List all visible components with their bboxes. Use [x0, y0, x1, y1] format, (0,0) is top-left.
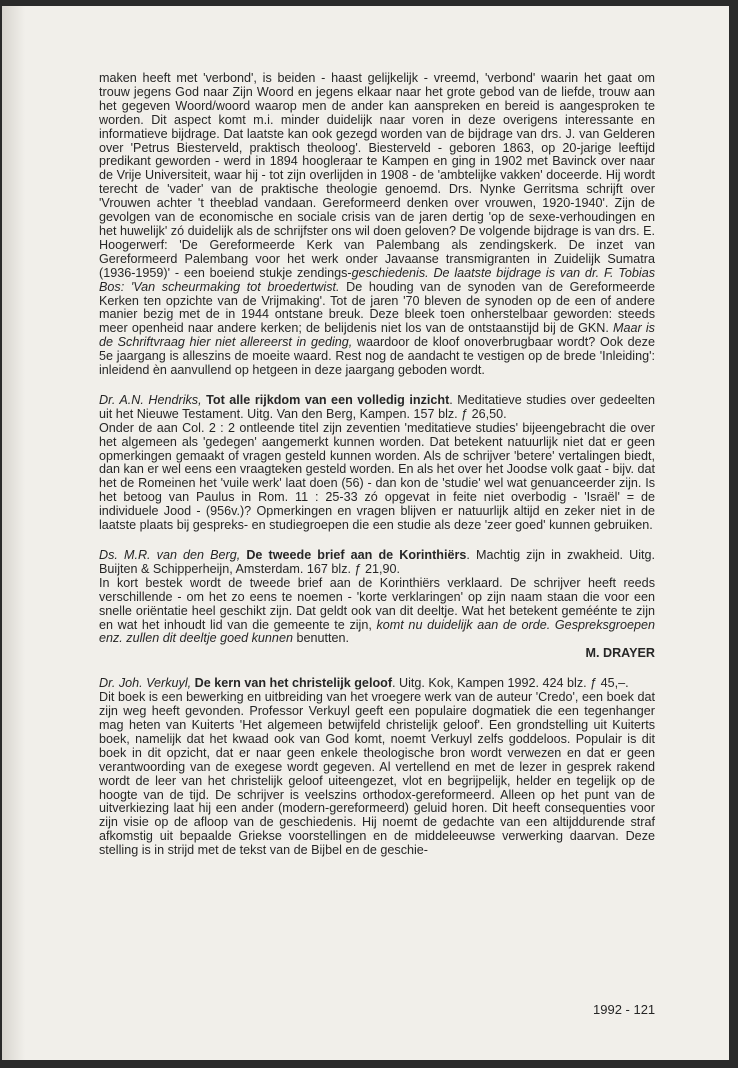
reviewer-signature: M. DRAYER [585, 646, 655, 661]
intro-paragraph [99, 72, 655, 378]
review-author: Dr. A.N. Hendriks, [99, 392, 202, 407]
review-body: In kort bestek wordt de tweede brief aan de Korinthiërs verklaard. De schrijver heeft reeds verschillende - om het zo eens te noemen - 'korte verklaringen' op zijn naam staan die voor een snelle oriëntatie heel geschikt zijn. Dat geldt ook van dit deeltje. Wat het betekent geméénte te zijn en wat het inhoudt lid van die gemeente te zijn, [99, 575, 655, 632]
review-title: De tweede brief aan de Korinthiërs [246, 548, 467, 562]
review-title: Tot alle rijkdom van een volledig inzicht [206, 392, 450, 407]
review-author: Dr. Joh. Verkuyl, [99, 676, 192, 691]
review-title: De kern van het christelijk geloof [194, 676, 393, 691]
review-van-den-berg [99, 549, 655, 646]
review-biblio: . Machtig zijn in zwakheid. Uitg. Buijten & Schipperheijn, Amsterdam. 167 blz. ƒ 21,90. [99, 548, 656, 576]
page-gutter [3, 6, 25, 1060]
page [2, 6, 729, 1060]
review-author: Ds. M.R. van den Berg, [99, 548, 241, 562]
intro-italic2: Maar is de Schriftvraag hier niet allereerst in geding, [99, 321, 655, 350]
review-body-end: benutten. [292, 631, 349, 646]
text-column [99, 72, 655, 858]
review-biblio: . Meditatieve studies over gedeelten uit het Nieuwe Testament. Uitg. Van den Berg, Kampen. 157 blz. ƒ 26,50. [99, 392, 656, 421]
intro-text: maken heeft met 'verbond', is beiden - haast gelijkelijk - vreemd, 'verbond' waarin het gaat om trouw jegens God naar Zijn Woord en jegens elkaar naar het grote gebod van de liefde, trouw aan het gegeven Woord/woord waarop men de ander kan aanspreken en bereid is aangesproken te worden. Dit aspect komt m.i. minder duidelijk naar voren in deze overigens interessante en informatieve bijdrage. Dat laatste kan ook gezegd worden van de bijdrage van drs. J. van Gelderen over 'Petrus Biesterveld, praktisch theoloog'. Biesterveld - geboren 1863, op 20-jarige leeftijd predikant geworden - werd in 1894 hoogleraar te Kampen en ging in 1902 met Bavinck over naar de Vrije Universiteit, waar hij - tot zijn overlijden in 1908 - de 'ambtelijke vakken' doceerde. Hij wordt terecht de 'vader' van de praktische theologie genoemd. Drs. Nynke Gerritsma schrijft over 'Vrouwen achter 't theeblad vandaan. Gereformeerd denken over vrouwen, 1920-1940'. Zijn de gevolgen van de economische en sociale crisis van de jaren dertig 'op de sexe-verhoudingen en het huwelijk' zó duidelijk als de schrijfster ons wil doen geloven? De volgende bijdrage is van drs. E. Hoogerwerf: 'De Gereformeerde Kerk van Palembang als zendingskerk. De inzet van Gereformeerd Palembang voor het werk onder Javaanse transmigranten in Zuidelijk Sumatra (1936-1959)' - een boeiend stukje zendings- [99, 71, 655, 280]
intro-text-rest1: De houding van de synoden van de Gereformeerde Kerken ten opzichte van de Vrijmaking'. Tot de jaren '70 bleven de synoden op de een of andere manier bezig met de in 1944 ontstane breuk. Deze bleek toen onherstelbaar geworden: steeds meer openheid naar andere kerken; de belijdenis niet los van de ontstaanstijd bij de GKN. [99, 279, 655, 336]
page-number: 1992 - 121 [593, 1002, 656, 1017]
intro-italic: geschiedenis. De laatste bijdrage is van dr. F. Tobias Bos: 'Van scheurmaking tot broedertwist. [99, 265, 656, 294]
review-verkuyl [99, 677, 655, 858]
intro-text-rest2: waardoor de kloof onoverbrugbaar wordt? Ook deze 5e jaargang is alleszins de moeite waard. Rest nog de aandacht te vestigen op de brede 'Inleiding': inleidend èn aanvullend op hetgeen in deze jaargang geboden wordt. [99, 335, 655, 378]
review-body: Dit boek is een bewerking en uitbreiding van het vroegere werk van de auteur 'Credo', een boek dat zijn weg heeft gevonden. Professor Verkuyl geeft een populaire dogmatiek die een tegenhanger mag heten van Kuiterts 'Het algemeen betwijfeld christelijk geloof'. Een grondstelling uit Kuiterts boek, namelijk dat het kwaad ook van God komt, noemt Verkuyl zelfs goddeloos. Populair is dit boek in dit opzicht, dat er naar geen enkele theologische bron wordt verwezen en dat er geen verantwoording van de exegese wordt gegeven. Al vertellend en met de lezer in gesprek rakend wordt de leer van het christelijk geloof uiteengezet, vlot en begrijpelijk, helder en tegelijk op de hoogte van de tijd. De schrijver is veelszins orthodox-gereformeerd. Alleen op het punt van de uitverkiezing laat hij een ander (modern-gereformeerd) geluid horen. Dit heeft consequenties voor zijn visie op de afloop van de geschiedenis. Hij noemt de gedachte van een altijddurende straf afkomstig uit bepaalde Griekse voorstellingen en de middeleeuwse verwerking daarvan. Deze stelling is in strijd met de tekst van de Bijbel en de geschie- [99, 690, 655, 858]
review-hendriks [99, 394, 655, 533]
review-body: Onder de aan Col. 2 : 2 ontleende titel zijn zeventien 'meditatieve studies' bijeengebracht die over het algemeen als 'gedegen' aangemerkt kunnen worden. Dat betekent natuurlijk niet dat er geen opmerkingen gemaakt of vragen gesteld kunnen worden. Als de schrijver 'betere' vertalingen biedt, dan kan er wel eens een vraagteken gesteld worden. En als het over het Joodse volk gaat - bijv. dat het de Romeinen het 'vuile werk' laat doen (56) - dan kon de 'studie' wel wat genuanceerder zijn. Is het betoog van Paulus in Rom. 11 : 25-33 zó opgevat in feite niet overbodig - 'Israël' = de individuele Jood - (956v.)? Opmerkingen en vragen blijven er natuurlijk altijd en zeker niet in de laatste plaats bij gespreks- en studiegroepen die een studie als deze 'zeer goed' kunnen gebruiken. [99, 420, 655, 533]
review-biblio: . Uitg. Kok, Kampen 1992. 424 blz. ƒ 45,–. [392, 676, 629, 691]
review-body-italic: komt nu duidelijk aan de orde. Gespreksgroepen enz. zullen dit deeltje goed kunnen [99, 617, 655, 646]
